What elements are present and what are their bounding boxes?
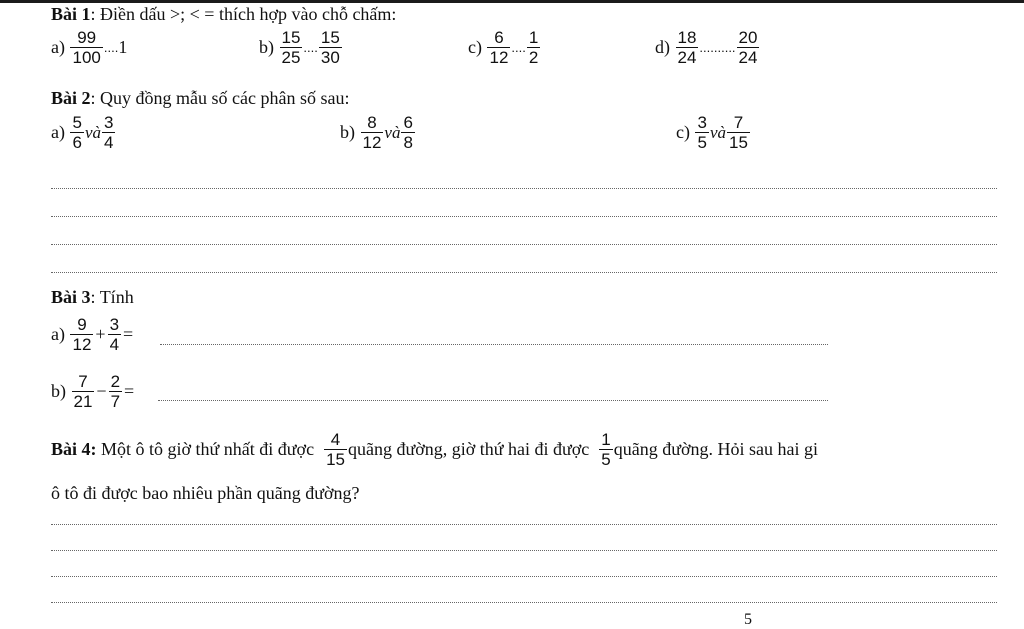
fraction: $\frac{6}{8}$: [403, 113, 413, 152]
item-label: a): [51, 324, 65, 344]
answer-line[interactable]: [51, 244, 997, 245]
bai3-item-b: [51, 372, 135, 411]
fraction: $\frac{99}{100}$: [72, 28, 101, 67]
page-number-mark: 5: [744, 611, 752, 628]
bai1-item-d: [655, 28, 760, 67]
bai1-heading: [51, 4, 396, 25]
operator: +: [95, 324, 106, 344]
fill-blank[interactable]: ..........: [699, 40, 736, 55]
item-label: b): [259, 37, 274, 57]
bai3-title: Bài 3: [51, 287, 91, 307]
bai4-problem-line2: ô tô đi được bao nhiêu phần quãng đường?: [51, 483, 360, 503]
bai3-item-a: [51, 315, 134, 354]
bai2-instruction: : Quy đồng mẫu số các phân số sau:: [90, 88, 350, 108]
answer-line[interactable]: [160, 344, 828, 345]
bai2-heading: [51, 88, 349, 109]
fraction: $\frac{2}{7}$: [110, 372, 121, 411]
bai2-title: Bài 2: [51, 88, 91, 108]
item-label: a): [51, 122, 65, 142]
bai1-item-c: [468, 28, 541, 67]
bai4-title: Bài 4:: [51, 439, 97, 459]
bai3-heading: [51, 287, 134, 308]
fraction: $\frac{8}{12}$: [362, 113, 382, 152]
bai2-item-b: [340, 113, 416, 152]
fill-blank[interactable]: ....: [511, 40, 526, 55]
answer-line[interactable]: [51, 550, 997, 551]
equals-sign: =: [123, 324, 134, 344]
fill-blank[interactable]: ....: [303, 40, 318, 55]
bai1-item-b: [259, 28, 343, 67]
item-label: c): [676, 122, 690, 142]
item-label: c): [468, 37, 482, 57]
fraction: $\frac{5}{6}$: [72, 113, 82, 152]
connector-text: và: [384, 122, 401, 142]
fraction: $\frac{3}{5}$: [697, 113, 707, 152]
fraction: $\frac{9}{12}$: [72, 315, 92, 354]
item-label: d): [655, 37, 670, 57]
fraction: $\frac{18}{24}$: [677, 28, 697, 67]
answer-line[interactable]: [51, 576, 997, 577]
answer-line[interactable]: [158, 400, 828, 401]
fraction: $\frac{15}{30}$: [320, 28, 340, 67]
fraction: $\frac{3}{4}$: [109, 315, 120, 354]
connector-text: và: [84, 122, 101, 142]
fraction: $\frac{7}{21}$: [73, 372, 93, 411]
bai4-problem-line1: [51, 430, 818, 469]
compare-value: 1: [118, 37, 128, 57]
fraction: $\frac{4}{15}$: [326, 430, 345, 469]
equals-sign: =: [124, 381, 135, 401]
connector-text: và: [709, 122, 726, 142]
bai4-text-part2: quãng đường, giờ thứ hai đi được: [347, 439, 590, 459]
fraction: $\frac{20}{24}$: [738, 28, 758, 67]
answer-line[interactable]: [51, 602, 997, 603]
fraction: $\frac{7}{15}$: [729, 113, 748, 152]
fraction: $\frac{1}{5}$: [601, 430, 611, 469]
bai3-instruction: : Tính: [90, 287, 134, 307]
fraction: $\frac{15}{25}$: [281, 28, 301, 67]
item-label: b): [340, 122, 355, 142]
bai4-text-part3: quãng đường. Hỏi sau hai gi: [613, 439, 818, 459]
fraction: $\frac{3}{4}$: [104, 113, 114, 152]
operator: −: [96, 381, 107, 401]
bai4-text-part1: Một ô tô giờ thứ nhất đi được: [101, 439, 315, 459]
answer-line[interactable]: [51, 188, 997, 189]
top-border: [0, 0, 1024, 3]
item-label: b): [51, 381, 66, 401]
bai2-item-a: [51, 113, 116, 152]
answer-line[interactable]: [51, 524, 997, 525]
item-label: a): [51, 37, 65, 57]
answer-line[interactable]: [51, 216, 997, 217]
fraction: $\frac{6}{12}$: [489, 28, 509, 67]
fill-blank[interactable]: ....: [103, 40, 119, 55]
bai2-item-c: [676, 113, 751, 152]
bai1-instruction: : Điền dấu >; < = thích hợp vào chỗ chấm:: [90, 4, 397, 24]
bai1-item-a: [51, 28, 127, 67]
fraction: $\frac{1}{2}$: [528, 28, 539, 67]
answer-line[interactable]: [51, 272, 997, 273]
bai1-title: Bài 1: [51, 4, 91, 24]
